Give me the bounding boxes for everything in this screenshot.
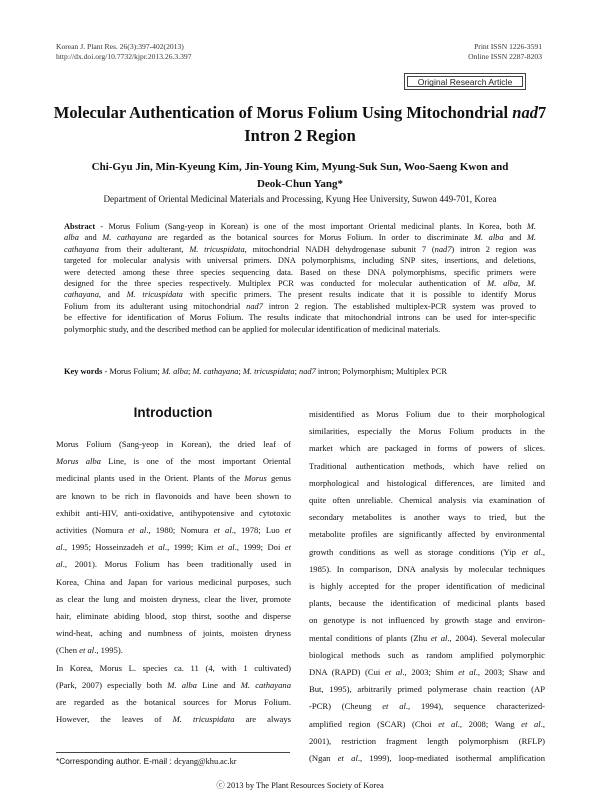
italic-term: M. tricuspidata: [172, 714, 235, 725]
body-line: [309, 406, 545, 423]
text-run: ., 1994), sequence characterized-: [405, 701, 545, 712]
body-line: [309, 698, 545, 715]
title-text: Molecular Authentication of Morus Folium Using Mitochondrial: [53, 103, 513, 122]
body-column-right: [309, 406, 545, 767]
body-line: [309, 733, 545, 750]
italic-term: et al: [79, 645, 95, 656]
copyright-notice: ⓒ 2013 by The Plant Resources Society of Korea: [216, 781, 384, 790]
abstract-line: [64, 289, 536, 300]
italic-term: et al: [382, 701, 406, 712]
italic-term: M. alba: [167, 679, 197, 690]
text-run: ., 2004). Several molecular: [447, 632, 545, 643]
journal-citation: Korean J. Plant Res. 26(3):397-402(2013): [56, 42, 184, 51]
text-run: Line and: [196, 679, 241, 690]
text-run: (Ngan: [309, 753, 338, 764]
text-run: growth conditions as well as storage conditions (Yip: [309, 546, 522, 557]
text-run: targeted for molecular analysis with universal primers. DNA polymorphisms, including SNP sites, insertions, and deletions,: [64, 256, 536, 266]
text-run: exhibit anti-HIV, anti-oxidative, antihypotensive and cytotoxic: [56, 507, 291, 518]
body-line: [56, 522, 291, 539]
body-line: [56, 436, 291, 453]
abstract-line: [64, 267, 536, 278]
text-run: medicinal plants used in the Orient. Plants of the: [56, 473, 245, 484]
text-run: ., 1995; Hosseinzadeh: [62, 542, 148, 553]
title-gene-number: 7: [537, 103, 547, 122]
body-line: [56, 642, 291, 659]
text-run: ., 2008; Wang: [457, 718, 522, 729]
text-run: .,: [540, 718, 545, 729]
text-run: 1985). In comparison, DNA analysis by molecular techniques: [309, 563, 545, 574]
text-run: are regarded as the botanical sources for Morus Folium. In order to discriminate: [151, 233, 474, 243]
author-email[interactable]: dcyang@khu.ac.kr: [174, 757, 237, 766]
italic-term: et al: [521, 546, 541, 557]
text-run: But, 1995), arbitrarily primed polymerase chain reaction (AP: [309, 684, 545, 695]
body-line: [309, 750, 545, 767]
print-issn: Print ISSN 1226-3591: [474, 42, 542, 51]
body-line: [56, 660, 291, 677]
text-run: are known to be rich in flavonoids and have been shown to: [56, 490, 291, 501]
online-issn: Online ISSN 2287-8203: [468, 52, 542, 61]
abstract-line: [64, 278, 536, 289]
article-type-badge: [404, 73, 526, 90]
italic-term: nad7: [246, 301, 263, 311]
corresponding-author-footnote: [56, 756, 237, 767]
italic-term: al: [56, 542, 63, 553]
text-run: Traditional authentication methods, which have relied on: [309, 460, 545, 471]
italic-term: M. cathayana: [240, 679, 291, 690]
body-line: [56, 539, 291, 556]
abstract-line: [64, 221, 536, 232]
text-run: (Chen: [56, 645, 80, 656]
text-run: polymorphic study, and the described method can be applied for molecular identification of medicinal materials.: [64, 324, 441, 334]
italic-term: et: [284, 542, 291, 553]
abstract-line: [64, 301, 536, 312]
italic-term: M.: [526, 222, 536, 231]
paper-title: [40, 101, 560, 147]
text-run: hair, eliminate abiding blood, stop thirst, soothe and disperse: [56, 611, 291, 622]
italic-term: M. tricuspidata: [242, 367, 295, 376]
text-run: ;: [238, 367, 243, 376]
text-run: ., 1980; Nomura: [146, 525, 214, 536]
body-line: [309, 440, 545, 457]
text-run: Morus Folium (Sang-yeop in Korean), the dried leaf of: [56, 439, 291, 449]
body-line: [309, 492, 545, 509]
italic-term: et al: [337, 753, 358, 764]
body-line: [309, 681, 545, 698]
body-line: [309, 578, 545, 595]
journal-header: [56, 42, 192, 62]
body-line: [56, 453, 291, 470]
italic-term: cathayana: [64, 290, 99, 300]
text-run: ., 1995).: [94, 645, 123, 656]
text-run: metabolite profiles are significantly affected by environmental: [309, 529, 545, 540]
text-run: intron; Polymorphism; Multiplex PCR: [315, 367, 447, 376]
italic-term: Morus alba: [56, 456, 101, 467]
body-line: [309, 664, 545, 681]
body-line: [309, 509, 545, 526]
body-line: [309, 458, 545, 475]
body-line: [309, 595, 545, 612]
authors-line-2: Deok-Chun Yang*: [256, 178, 344, 190]
italic-term: et al: [147, 542, 165, 553]
text-run: morphological and histological differences, are limited and: [309, 477, 545, 488]
italic-term: et al: [430, 632, 448, 643]
text-run: -PCR) (Cheung: [309, 701, 383, 712]
body-line: [56, 470, 291, 487]
text-run: (Park, 2007) especially both: [56, 679, 168, 690]
body-line: [309, 630, 545, 647]
text-run: biological methods such as random amplified polymorphic: [309, 649, 545, 660]
abstract-line: [64, 244, 536, 255]
text-run: 2001), restriction fragment length polymorphism (RFLP): [309, 735, 545, 746]
text-run: with specific primers. The present results indicate that it is possible to identify Morus: [182, 290, 537, 300]
text-run: ., 2003; Shim: [402, 667, 459, 678]
text-run: ., 1999), loop-mediated isothermal amplification: [357, 753, 545, 764]
text-run: In Korea, Morus L. species ca. 11 (4, with 1 cultivated): [56, 662, 291, 673]
section-heading-introduction: Introduction: [133, 405, 213, 420]
article-type-label: Original Research Article: [407, 76, 523, 87]
italic-term: M.: [526, 233, 537, 243]
body-line: [309, 561, 545, 578]
text-run: Korea, China and Japan for various medicinal purposes, such: [56, 576, 291, 587]
body-column-left: [56, 436, 291, 728]
italic-term: M. tricuspidata: [189, 244, 245, 254]
italic-term: M. alba, M.: [487, 279, 537, 289]
body-line: [56, 625, 291, 642]
body-line: [309, 423, 545, 440]
text-run: and: [503, 233, 527, 243]
abstract: [64, 221, 536, 335]
body-line: [56, 677, 291, 694]
italic-term: et al: [521, 718, 541, 729]
text-run: ., 1999; Doi: [234, 542, 285, 553]
body-line: [309, 612, 545, 629]
italic-term: nad7: [299, 367, 316, 376]
doi-link[interactable]: http://dx.doi.org/10.7732/kjpr.2013.26.3.397: [56, 52, 192, 61]
bold-label: Abstract: [64, 222, 96, 231]
italic-term: M. cathayana: [102, 233, 152, 243]
text-run: designed for the three species respectively. Multiplex PCR was conducted for molecular authentication of: [64, 279, 488, 289]
text-run: Folium from its adulterant using mitochondrial: [64, 301, 247, 311]
author-list: [40, 159, 560, 193]
authors-line-1: Chi-Gyu Jin, Min-Kyeung Kim, Jin-Young Kim, Myung-Suk Sun, Woo-Saeng Kwon and: [91, 161, 509, 173]
italic-term: et: [284, 525, 291, 536]
body-line: [56, 505, 291, 522]
footnote-rule: [56, 752, 290, 753]
text-run: on genotype is not influenced by growth stage and environ-: [309, 615, 545, 626]
italic-term: cathayana: [64, 244, 99, 254]
body-line: [309, 716, 545, 733]
text-run: amplified region (SCAR) (Choi: [309, 718, 439, 729]
text-run: plants, because the identification of medicinal plants based: [309, 598, 545, 609]
text-run: as clear the lung and moisten dryness, clear the liver, promote: [56, 593, 291, 604]
title-line-1: [40, 101, 560, 124]
italic-term: alba: [64, 233, 79, 243]
text-run: DNA (RAPD) (Cui: [309, 667, 385, 678]
text-run: mental conditions of plants (Zhu: [309, 632, 431, 643]
italic-term: M. alba: [161, 367, 189, 376]
text-run: ;: [188, 367, 193, 376]
body-line: [309, 647, 545, 664]
text-run: ., 2001). Morus Folium has been traditionally used in: [62, 559, 291, 570]
abstract-line: [64, 255, 536, 266]
text-run: and: [78, 233, 103, 243]
body-line: [56, 591, 291, 608]
abstract-line: [64, 312, 536, 323]
text-run: ., 1999; Kim: [164, 542, 218, 553]
text-run: intron 2 region. The established multiplex-PCR system was proved to: [262, 301, 537, 311]
body-line: [309, 544, 545, 561]
text-run: ., 1978; Luo: [231, 525, 285, 536]
italic-term: al: [56, 559, 63, 570]
italic-term: M. alba: [473, 233, 504, 243]
text-run: ;: [294, 367, 299, 376]
text-run: ., 2003; Shaw and: [475, 667, 545, 678]
italic-term: et al: [384, 667, 403, 678]
body-line: [56, 574, 291, 591]
body-line: [309, 475, 545, 492]
footnote-label: *Corresponding author. E-mail :: [56, 756, 175, 766]
text-run: secondary metabolites is another ways to tried, but the: [309, 512, 545, 523]
text-run: , and: [98, 290, 127, 300]
body-line: [56, 556, 291, 573]
keywords: [64, 366, 536, 377]
body-line: [56, 608, 291, 625]
italic-term: et al: [438, 718, 458, 729]
text-run: , mitochondrial NADH dehydrogenase subunit 7 (: [244, 244, 435, 254]
italic-term: nad7: [434, 244, 452, 254]
text-run: similarities, especially the Morus Folium products in the: [309, 426, 545, 437]
italic-term: Morus: [244, 473, 267, 484]
bold-label: Key words: [64, 367, 103, 376]
text-run: quite often unreliable. Chemical analysis via examination of: [309, 495, 545, 506]
text-run: - Morus Folium (Sang-yeop in Korean) is one of the most important Oriental medicinal plants. In Korea, both: [95, 222, 527, 231]
italic-term: M. cathayana: [192, 367, 239, 376]
italic-term: et al: [128, 525, 147, 536]
text-run: from their adulterant,: [98, 244, 190, 254]
body-line: [56, 711, 291, 728]
text-run: .,: [540, 546, 545, 557]
text-run: are always: [234, 714, 292, 725]
text-run: were detected among these three species sequencing data. Based on these DNA polymorphisms, specific primers were: [64, 267, 536, 277]
body-line: [56, 488, 291, 505]
text-run: However, the leaves of: [56, 714, 173, 725]
italic-term: et al: [458, 667, 476, 678]
text-run: be effective for identification of Morus Folium. The results indicate that mitochondrial introns can be used for inter-specific: [64, 313, 536, 323]
text-run: wind-heat, aching and numbness of joints, moisten dryness: [56, 628, 291, 639]
text-run: ) intron 2 region was: [451, 244, 536, 254]
title-gene: nad: [512, 103, 538, 122]
body-line: [309, 526, 545, 543]
text-run: - Morus Folium;: [102, 367, 162, 376]
italic-term: M. tricuspidata: [126, 290, 183, 300]
italic-term: et al: [217, 542, 235, 553]
text-run: genus: [266, 473, 291, 484]
text-run: activities (Nomura: [56, 525, 129, 536]
abstract-line: [64, 324, 536, 335]
italic-term: et al: [213, 525, 232, 536]
text-run: are regarded as the botanical sources for Morus Folium.: [56, 697, 291, 708]
text-run: is highly accepted for the proper identification of medicinal: [309, 581, 545, 592]
abstract-line: [64, 232, 536, 243]
body-line: [56, 694, 291, 711]
text-run: market which are packaged in forms of powers of slices.: [309, 443, 545, 454]
title-line-2: Intron 2 Region: [244, 126, 356, 145]
issn-block: [468, 42, 542, 62]
affiliation: Department of Oriental Medicinal Materials and Processing, Kyung Hee University, Suwon 449-701, Korea: [103, 194, 497, 204]
text-run: misidentified as Morus Folium due to their morphological: [309, 409, 545, 419]
text-run: Line, is one of the most important Oriental: [100, 456, 291, 467]
